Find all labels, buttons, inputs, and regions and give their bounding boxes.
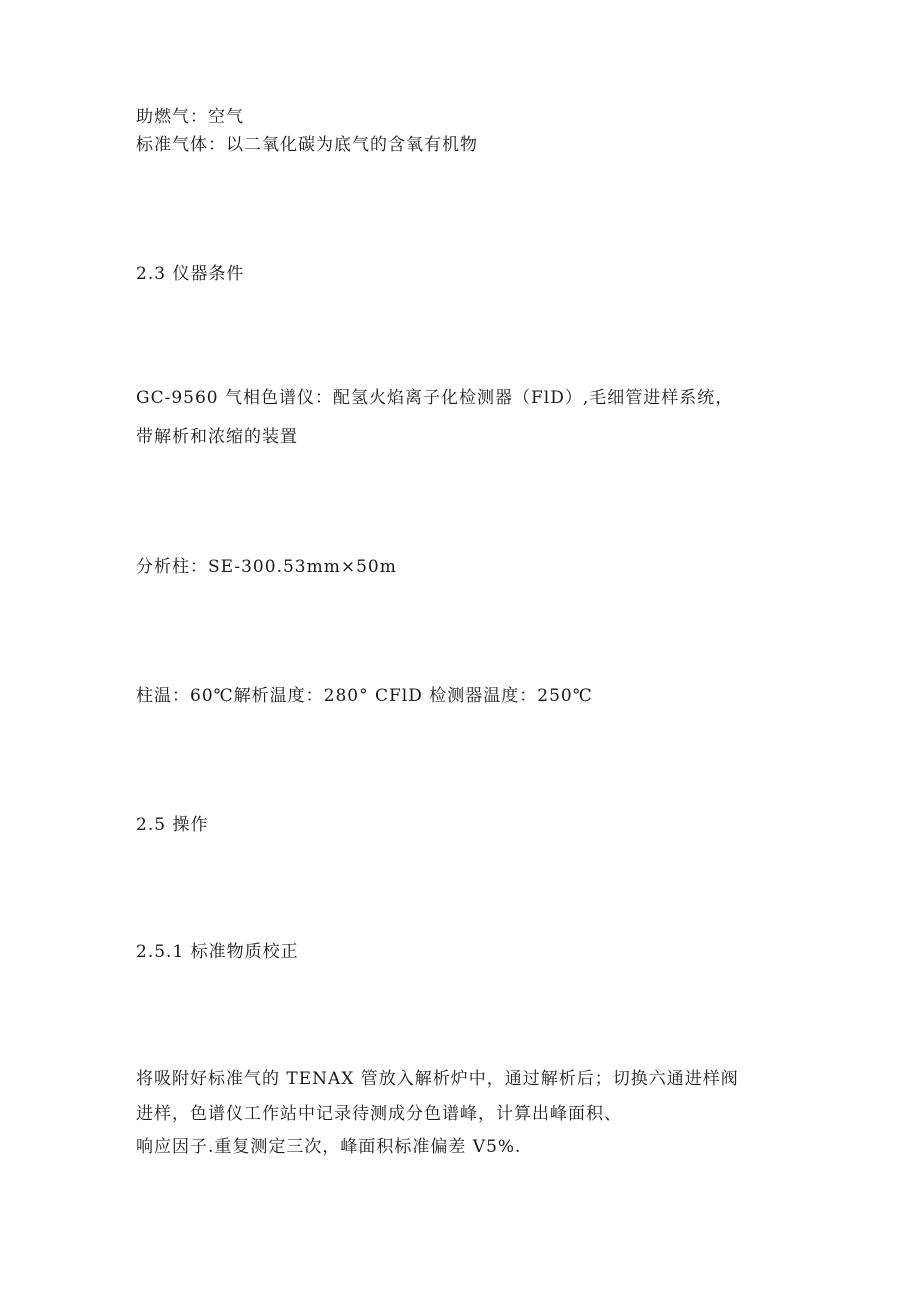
section-heading-2-5-1: 2.5.1 标准物质校正 xyxy=(136,942,299,962)
procedure-line-3: 响应因子.重复测定三次，峰面积标准偏差 V5%. xyxy=(136,1137,522,1157)
section-heading-2-3: 2.3 仪器条件 xyxy=(136,264,245,284)
instrument-line-2: 带解析和浓缩的装置 xyxy=(136,427,298,447)
section-heading-2-5: 2.5 操作 xyxy=(136,815,209,835)
procedure-line-1: 将吸附好标准气的 TENAX 管放入解析炉中，通过解析后；切换六通进样阀 xyxy=(136,1069,739,1089)
combustion-gas-line: 助燃气：空气 xyxy=(136,107,244,127)
procedure-line-2: 进样，色谱仪工作站中记录待测成分色谱峰，计算出峰面积、 xyxy=(136,1104,622,1124)
instrument-line-1: GC-9560 气相色谱仪：配氢火焰离子化检测器（FlD）,毛细管进样系统， xyxy=(136,388,734,408)
column-line: 分析柱：SE-300.53mm×50m xyxy=(136,557,397,577)
temperature-line: 柱温：60℃解析温度：280° CFlD 检测器温度：250℃ xyxy=(136,686,593,706)
standard-gas-line: 标准气体：以二氧化碳为底气的含氧有机物 xyxy=(136,135,478,155)
